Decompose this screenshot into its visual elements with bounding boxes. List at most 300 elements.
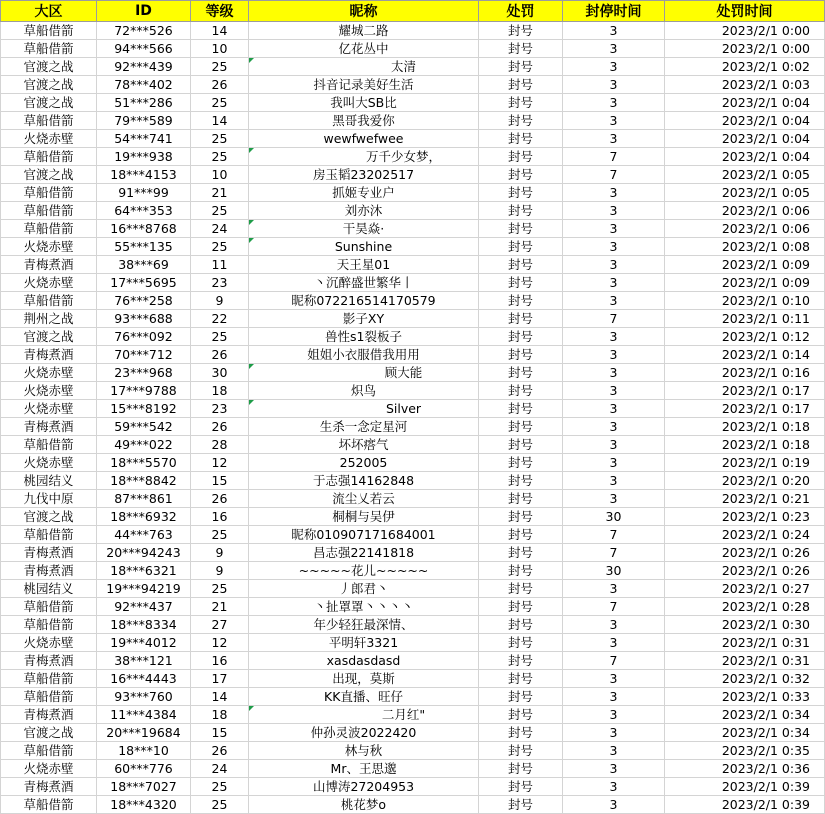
cell-nickname[interactable] [249, 580, 479, 598]
cell-level[interactable]: 25 [191, 58, 249, 76]
cell-id[interactable]: 64***353 [97, 202, 191, 220]
cell-region[interactable]: 官渡之战 [1, 58, 97, 76]
cell-level[interactable]: 9 [191, 544, 249, 562]
cell-region[interactable]: 火烧赤壁 [1, 400, 97, 418]
cell-region[interactable]: 草船借箭 [1, 148, 97, 166]
cell-penalty[interactable]: 封号 [479, 166, 563, 184]
cell-penalty-time[interactable]: 2023/2/1 0:17 [665, 382, 825, 400]
cell-level[interactable]: 21 [191, 598, 249, 616]
cell-region[interactable]: 官渡之战 [1, 94, 97, 112]
cell-id[interactable]: 18***4153 [97, 166, 191, 184]
cell-nickname[interactable] [249, 346, 479, 364]
cell-nickname[interactable] [249, 418, 479, 436]
cell-ban-duration[interactable]: 3 [563, 346, 665, 364]
cell-penalty[interactable]: 封号 [479, 796, 563, 814]
cell-level[interactable]: 12 [191, 634, 249, 652]
cell-ban-duration[interactable]: 3 [563, 616, 665, 634]
cell-ban-duration[interactable]: 3 [563, 580, 665, 598]
cell-ban-duration[interactable]: 3 [563, 328, 665, 346]
cell-id[interactable]: 93***760 [97, 688, 191, 706]
cell-level[interactable]: 26 [191, 742, 249, 760]
cell-level[interactable]: 17 [191, 670, 249, 688]
cell-ban-duration[interactable]: 7 [563, 166, 665, 184]
cell-penalty[interactable]: 封号 [479, 508, 563, 526]
cell-penalty[interactable]: 封号 [479, 580, 563, 598]
cell-penalty[interactable]: 封号 [479, 760, 563, 778]
cell-level[interactable]: 25 [191, 202, 249, 220]
cell-nickname[interactable] [249, 238, 479, 256]
cell-nickname[interactable] [249, 148, 479, 166]
cell-penalty-time[interactable]: 2023/2/1 0:14 [665, 346, 825, 364]
cell-level[interactable]: 9 [191, 292, 249, 310]
cell-id[interactable]: 17***5695 [97, 274, 191, 292]
cell-penalty-time[interactable]: 2023/2/1 0:00 [665, 40, 825, 58]
cell-region[interactable]: 火烧赤壁 [1, 364, 97, 382]
cell-ban-duration[interactable]: 3 [563, 364, 665, 382]
cell-ban-duration[interactable]: 3 [563, 40, 665, 58]
cell-penalty[interactable]: 封号 [479, 454, 563, 472]
cell-id[interactable]: 38***121 [97, 652, 191, 670]
cell-level[interactable]: 25 [191, 130, 249, 148]
cell-nickname[interactable] [249, 364, 479, 382]
cell-ban-duration[interactable]: 3 [563, 742, 665, 760]
cell-level[interactable]: 25 [191, 238, 249, 256]
cell-penalty[interactable]: 封号 [479, 130, 563, 148]
cell-level[interactable]: 11 [191, 256, 249, 274]
header-ban-duration[interactable]: 封停时间 [563, 1, 665, 22]
cell-nickname[interactable] [249, 778, 479, 796]
cell-penalty[interactable]: 封号 [479, 526, 563, 544]
cell-penalty[interactable]: 封号 [479, 490, 563, 508]
cell-region[interactable]: 青梅煮酒 [1, 346, 97, 364]
cell-region[interactable]: 青梅煮酒 [1, 544, 97, 562]
cell-id[interactable]: 18***8842 [97, 472, 191, 490]
cell-penalty-time[interactable]: 2023/2/1 0:26 [665, 562, 825, 580]
cell-id[interactable]: 51***286 [97, 94, 191, 112]
cell-region[interactable]: 火烧赤壁 [1, 454, 97, 472]
cell-penalty[interactable]: 封号 [479, 184, 563, 202]
cell-region[interactable]: 草船借箭 [1, 526, 97, 544]
cell-nickname[interactable] [249, 310, 479, 328]
cell-level[interactable]: 24 [191, 760, 249, 778]
cell-penalty-time[interactable]: 2023/2/1 0:18 [665, 418, 825, 436]
cell-id[interactable]: 18***10 [97, 742, 191, 760]
cell-ban-duration[interactable]: 3 [563, 436, 665, 454]
cell-penalty-time[interactable]: 2023/2/1 0:31 [665, 634, 825, 652]
cell-penalty-time[interactable]: 2023/2/1 0:23 [665, 508, 825, 526]
cell-nickname[interactable] [249, 652, 479, 670]
cell-region[interactable]: 火烧赤壁 [1, 760, 97, 778]
cell-penalty[interactable]: 封号 [479, 274, 563, 292]
cell-penalty[interactable]: 封号 [479, 238, 563, 256]
cell-nickname[interactable] [249, 58, 479, 76]
cell-id[interactable]: 79***589 [97, 112, 191, 130]
cell-region[interactable]: 青梅煮酒 [1, 562, 97, 580]
cell-nickname[interactable] [249, 598, 479, 616]
cell-ban-duration[interactable]: 3 [563, 130, 665, 148]
cell-id[interactable]: 20***94243 [97, 544, 191, 562]
cell-ban-duration[interactable]: 3 [563, 634, 665, 652]
cell-level[interactable]: 27 [191, 616, 249, 634]
cell-region[interactable]: 九伐中原 [1, 490, 97, 508]
cell-nickname[interactable] [249, 724, 479, 742]
cell-nickname[interactable] [249, 256, 479, 274]
cell-level[interactable]: 23 [191, 400, 249, 418]
cell-region[interactable]: 官渡之战 [1, 328, 97, 346]
cell-id[interactable]: 18***6321 [97, 562, 191, 580]
cell-penalty-time[interactable]: 2023/2/1 0:04 [665, 148, 825, 166]
cell-level[interactable]: 9 [191, 562, 249, 580]
cell-level[interactable]: 14 [191, 112, 249, 130]
cell-ban-duration[interactable]: 3 [563, 112, 665, 130]
cell-penalty[interactable]: 封号 [479, 778, 563, 796]
cell-region[interactable]: 青梅煮酒 [1, 652, 97, 670]
header-penalty[interactable]: 处罚 [479, 1, 563, 22]
cell-penalty-time[interactable]: 2023/2/1 0:36 [665, 760, 825, 778]
cell-region[interactable]: 草船借箭 [1, 670, 97, 688]
cell-region[interactable]: 草船借箭 [1, 184, 97, 202]
cell-penalty-time[interactable]: 2023/2/1 0:09 [665, 274, 825, 292]
cell-id[interactable]: 60***776 [97, 760, 191, 778]
cell-region[interactable]: 火烧赤壁 [1, 274, 97, 292]
cell-id[interactable]: 17***9788 [97, 382, 191, 400]
cell-ban-duration[interactable]: 3 [563, 274, 665, 292]
cell-penalty[interactable]: 封号 [479, 22, 563, 40]
cell-region[interactable]: 草船借箭 [1, 40, 97, 58]
cell-region[interactable]: 草船借箭 [1, 742, 97, 760]
cell-penalty[interactable]: 封号 [479, 706, 563, 724]
cell-id[interactable]: 93***688 [97, 310, 191, 328]
cell-ban-duration[interactable]: 3 [563, 490, 665, 508]
cell-penalty[interactable]: 封号 [479, 346, 563, 364]
cell-id[interactable]: 54***741 [97, 130, 191, 148]
cell-nickname[interactable] [249, 544, 479, 562]
cell-level[interactable]: 25 [191, 148, 249, 166]
cell-penalty-time[interactable]: 2023/2/1 0:16 [665, 364, 825, 382]
cell-id[interactable]: 92***439 [97, 58, 191, 76]
cell-ban-duration[interactable]: 3 [563, 220, 665, 238]
cell-penalty-time[interactable]: 2023/2/1 0:19 [665, 454, 825, 472]
cell-level[interactable]: 16 [191, 508, 249, 526]
cell-level[interactable]: 14 [191, 22, 249, 40]
cell-nickname[interactable] [249, 706, 479, 724]
cell-ban-duration[interactable]: 3 [563, 292, 665, 310]
cell-penalty[interactable]: 封号 [479, 202, 563, 220]
cell-ban-duration[interactable]: 3 [563, 58, 665, 76]
cell-penalty-time[interactable]: 2023/2/1 0:03 [665, 76, 825, 94]
cell-level[interactable]: 26 [191, 346, 249, 364]
cell-ban-duration[interactable]: 7 [563, 544, 665, 562]
cell-id[interactable]: 70***712 [97, 346, 191, 364]
cell-id[interactable]: 18***7027 [97, 778, 191, 796]
cell-ban-duration[interactable]: 7 [563, 652, 665, 670]
cell-ban-duration[interactable]: 3 [563, 238, 665, 256]
cell-region[interactable]: 青梅煮酒 [1, 418, 97, 436]
cell-penalty-time[interactable]: 2023/2/1 0:06 [665, 220, 825, 238]
cell-level[interactable]: 25 [191, 328, 249, 346]
cell-penalty[interactable]: 封号 [479, 634, 563, 652]
cell-id[interactable]: 18***6932 [97, 508, 191, 526]
cell-penalty-time[interactable]: 2023/2/1 0:30 [665, 616, 825, 634]
cell-nickname[interactable] [249, 436, 479, 454]
cell-penalty[interactable]: 封号 [479, 616, 563, 634]
cell-level[interactable]: 10 [191, 166, 249, 184]
cell-penalty[interactable]: 封号 [479, 598, 563, 616]
cell-penalty[interactable]: 封号 [479, 472, 563, 490]
cell-penalty[interactable]: 封号 [479, 76, 563, 94]
cell-level[interactable]: 14 [191, 688, 249, 706]
cell-ban-duration[interactable]: 3 [563, 94, 665, 112]
cell-region[interactable]: 草船借箭 [1, 688, 97, 706]
cell-region[interactable]: 草船借箭 [1, 22, 97, 40]
cell-region[interactable]: 官渡之战 [1, 724, 97, 742]
cell-penalty-time[interactable]: 2023/2/1 0:26 [665, 544, 825, 562]
cell-ban-duration[interactable]: 3 [563, 256, 665, 274]
header-id[interactable]: ID [97, 1, 191, 22]
cell-nickname[interactable] [249, 40, 479, 58]
cell-penalty[interactable]: 封号 [479, 94, 563, 112]
cell-penalty[interactable]: 封号 [479, 562, 563, 580]
cell-id[interactable]: 18***5570 [97, 454, 191, 472]
cell-nickname[interactable] [249, 760, 479, 778]
cell-penalty-time[interactable]: 2023/2/1 0:05 [665, 184, 825, 202]
cell-penalty-time[interactable]: 2023/2/1 0:28 [665, 598, 825, 616]
cell-ban-duration[interactable]: 3 [563, 76, 665, 94]
cell-nickname[interactable] [249, 472, 479, 490]
cell-region[interactable]: 草船借箭 [1, 616, 97, 634]
cell-region[interactable]: 青梅煮酒 [1, 706, 97, 724]
cell-penalty-time[interactable]: 2023/2/1 0:18 [665, 436, 825, 454]
cell-level[interactable]: 25 [191, 526, 249, 544]
cell-nickname[interactable] [249, 742, 479, 760]
cell-nickname[interactable] [249, 562, 479, 580]
cell-nickname[interactable] [249, 292, 479, 310]
cell-ban-duration[interactable]: 3 [563, 706, 665, 724]
cell-penalty-time[interactable]: 2023/2/1 0:33 [665, 688, 825, 706]
cell-id[interactable]: 76***258 [97, 292, 191, 310]
cell-ban-duration[interactable]: 3 [563, 796, 665, 814]
cell-region[interactable]: 青梅煮酒 [1, 778, 97, 796]
cell-level[interactable]: 21 [191, 184, 249, 202]
cell-penalty[interactable]: 封号 [479, 724, 563, 742]
cell-nickname[interactable] [249, 670, 479, 688]
cell-penalty[interactable]: 封号 [479, 256, 563, 274]
cell-level[interactable]: 15 [191, 724, 249, 742]
cell-id[interactable]: 16***8768 [97, 220, 191, 238]
cell-id[interactable]: 76***092 [97, 328, 191, 346]
cell-penalty-time[interactable]: 2023/2/1 0:34 [665, 706, 825, 724]
cell-region[interactable]: 火烧赤壁 [1, 382, 97, 400]
cell-penalty-time[interactable]: 2023/2/1 0:31 [665, 652, 825, 670]
cell-id[interactable]: 19***94219 [97, 580, 191, 598]
cell-penalty-time[interactable]: 2023/2/1 0:27 [665, 580, 825, 598]
cell-ban-duration[interactable]: 7 [563, 526, 665, 544]
cell-penalty-time[interactable]: 2023/2/1 0:12 [665, 328, 825, 346]
cell-ban-duration[interactable]: 3 [563, 778, 665, 796]
cell-penalty-time[interactable]: 2023/2/1 0:24 [665, 526, 825, 544]
cell-penalty-time[interactable]: 2023/2/1 0:39 [665, 778, 825, 796]
cell-nickname[interactable] [249, 202, 479, 220]
cell-penalty[interactable]: 封号 [479, 742, 563, 760]
cell-nickname[interactable] [249, 616, 479, 634]
cell-nickname[interactable] [249, 508, 479, 526]
cell-id[interactable]: 92***437 [97, 598, 191, 616]
cell-region[interactable]: 官渡之战 [1, 166, 97, 184]
cell-ban-duration[interactable]: 3 [563, 382, 665, 400]
cell-penalty-time[interactable]: 2023/2/1 0:17 [665, 400, 825, 418]
cell-nickname[interactable] [249, 526, 479, 544]
cell-nickname[interactable] [249, 130, 479, 148]
cell-penalty[interactable]: 封号 [479, 364, 563, 382]
cell-level[interactable]: 26 [191, 418, 249, 436]
cell-ban-duration[interactable]: 7 [563, 148, 665, 166]
cell-penalty-time[interactable]: 2023/2/1 0:04 [665, 94, 825, 112]
cell-level[interactable]: 24 [191, 220, 249, 238]
cell-ban-duration[interactable]: 3 [563, 472, 665, 490]
cell-penalty-time[interactable]: 2023/2/1 0:05 [665, 166, 825, 184]
cell-region[interactable]: 草船借箭 [1, 220, 97, 238]
cell-region[interactable]: 荆州之战 [1, 310, 97, 328]
cell-region[interactable]: 草船借箭 [1, 436, 97, 454]
cell-penalty[interactable]: 封号 [479, 544, 563, 562]
cell-penalty-time[interactable]: 2023/2/1 0:11 [665, 310, 825, 328]
cell-level[interactable]: 30 [191, 364, 249, 382]
cell-level[interactable]: 15 [191, 472, 249, 490]
cell-id[interactable]: 91***99 [97, 184, 191, 202]
cell-ban-duration[interactable]: 3 [563, 724, 665, 742]
cell-penalty[interactable]: 封号 [479, 40, 563, 58]
cell-penalty-time[interactable]: 2023/2/1 0:04 [665, 130, 825, 148]
cell-penalty-time[interactable]: 2023/2/1 0:39 [665, 796, 825, 814]
cell-level[interactable]: 18 [191, 706, 249, 724]
cell-region[interactable]: 草船借箭 [1, 112, 97, 130]
cell-ban-duration[interactable]: 3 [563, 418, 665, 436]
cell-nickname[interactable] [249, 76, 479, 94]
cell-nickname[interactable] [249, 328, 479, 346]
cell-level[interactable]: 25 [191, 778, 249, 796]
cell-id[interactable]: 15***8192 [97, 400, 191, 418]
cell-level[interactable]: 12 [191, 454, 249, 472]
cell-nickname[interactable] [249, 220, 479, 238]
cell-penalty-time[interactable]: 2023/2/1 0:20 [665, 472, 825, 490]
cell-id[interactable]: 87***861 [97, 490, 191, 508]
cell-nickname[interactable] [249, 796, 479, 814]
header-region[interactable]: 大区 [1, 1, 97, 22]
cell-penalty[interactable]: 封号 [479, 328, 563, 346]
cell-nickname[interactable] [249, 382, 479, 400]
cell-id[interactable]: 18***8334 [97, 616, 191, 634]
cell-region[interactable]: 桃园结义 [1, 580, 97, 598]
cell-penalty[interactable]: 封号 [479, 382, 563, 400]
cell-id[interactable]: 16***4443 [97, 670, 191, 688]
cell-ban-duration[interactable]: 3 [563, 688, 665, 706]
cell-level[interactable]: 16 [191, 652, 249, 670]
cell-nickname[interactable] [249, 112, 479, 130]
cell-region[interactable]: 火烧赤壁 [1, 634, 97, 652]
cell-nickname[interactable] [249, 400, 479, 418]
cell-nickname[interactable] [249, 634, 479, 652]
cell-level[interactable]: 25 [191, 580, 249, 598]
cell-region[interactable]: 草船借箭 [1, 292, 97, 310]
cell-id[interactable]: 49***022 [97, 436, 191, 454]
cell-region[interactable]: 草船借箭 [1, 598, 97, 616]
cell-level[interactable]: 28 [191, 436, 249, 454]
cell-region[interactable]: 官渡之战 [1, 76, 97, 94]
cell-region[interactable]: 桃园结义 [1, 472, 97, 490]
cell-level[interactable]: 10 [191, 40, 249, 58]
cell-id[interactable]: 19***4012 [97, 634, 191, 652]
cell-level[interactable]: 22 [191, 310, 249, 328]
cell-penalty[interactable]: 封号 [479, 400, 563, 418]
cell-ban-duration[interactable]: 3 [563, 400, 665, 418]
cell-penalty[interactable]: 封号 [479, 670, 563, 688]
cell-id[interactable]: 72***526 [97, 22, 191, 40]
cell-region[interactable]: 火烧赤壁 [1, 238, 97, 256]
cell-id[interactable]: 44***763 [97, 526, 191, 544]
cell-penalty-time[interactable]: 2023/2/1 0:04 [665, 112, 825, 130]
header-level[interactable]: 等级 [191, 1, 249, 22]
cell-penalty[interactable]: 封号 [479, 688, 563, 706]
header-nickname[interactable]: 昵称 [249, 1, 479, 22]
cell-region[interactable]: 草船借箭 [1, 202, 97, 220]
cell-region[interactable]: 火烧赤壁 [1, 130, 97, 148]
cell-penalty-time[interactable]: 2023/2/1 0:35 [665, 742, 825, 760]
cell-nickname[interactable] [249, 166, 479, 184]
cell-id[interactable]: 18***4320 [97, 796, 191, 814]
cell-ban-duration[interactable]: 30 [563, 562, 665, 580]
cell-ban-duration[interactable]: 7 [563, 598, 665, 616]
cell-level[interactable]: 25 [191, 94, 249, 112]
cell-penalty-time[interactable]: 2023/2/1 0:08 [665, 238, 825, 256]
cell-penalty[interactable]: 封号 [479, 418, 563, 436]
cell-penalty-time[interactable]: 2023/2/1 0:06 [665, 202, 825, 220]
cell-penalty-time[interactable]: 2023/2/1 0:02 [665, 58, 825, 76]
cell-ban-duration[interactable]: 3 [563, 22, 665, 40]
cell-penalty[interactable]: 封号 [479, 112, 563, 130]
cell-ban-duration[interactable]: 7 [563, 310, 665, 328]
cell-penalty-time[interactable]: 2023/2/1 0:00 [665, 22, 825, 40]
cell-level[interactable]: 26 [191, 490, 249, 508]
cell-penalty-time[interactable]: 2023/2/1 0:34 [665, 724, 825, 742]
cell-id[interactable]: 55***135 [97, 238, 191, 256]
cell-penalty[interactable]: 封号 [479, 436, 563, 454]
cell-region[interactable]: 青梅煮酒 [1, 256, 97, 274]
cell-penalty-time[interactable]: 2023/2/1 0:10 [665, 292, 825, 310]
cell-penalty-time[interactable]: 2023/2/1 0:21 [665, 490, 825, 508]
cell-region[interactable]: 官渡之战 [1, 508, 97, 526]
cell-nickname[interactable] [249, 490, 479, 508]
cell-penalty[interactable]: 封号 [479, 652, 563, 670]
cell-region[interactable]: 草船借箭 [1, 796, 97, 814]
cell-ban-duration[interactable]: 3 [563, 184, 665, 202]
cell-penalty[interactable]: 封号 [479, 58, 563, 76]
cell-ban-duration[interactable]: 3 [563, 454, 665, 472]
cell-nickname[interactable] [249, 22, 479, 40]
cell-id[interactable]: 59***542 [97, 418, 191, 436]
cell-level[interactable]: 23 [191, 274, 249, 292]
cell-ban-duration[interactable]: 3 [563, 760, 665, 778]
cell-id[interactable]: 38***69 [97, 256, 191, 274]
cell-nickname[interactable] [249, 94, 479, 112]
cell-level[interactable]: 25 [191, 796, 249, 814]
cell-penalty-time[interactable]: 2023/2/1 0:09 [665, 256, 825, 274]
cell-ban-duration[interactable]: 3 [563, 670, 665, 688]
cell-level[interactable]: 26 [191, 76, 249, 94]
cell-penalty[interactable]: 封号 [479, 292, 563, 310]
cell-id[interactable]: 78***402 [97, 76, 191, 94]
cell-ban-duration[interactable]: 3 [563, 202, 665, 220]
cell-id[interactable]: 19***938 [97, 148, 191, 166]
